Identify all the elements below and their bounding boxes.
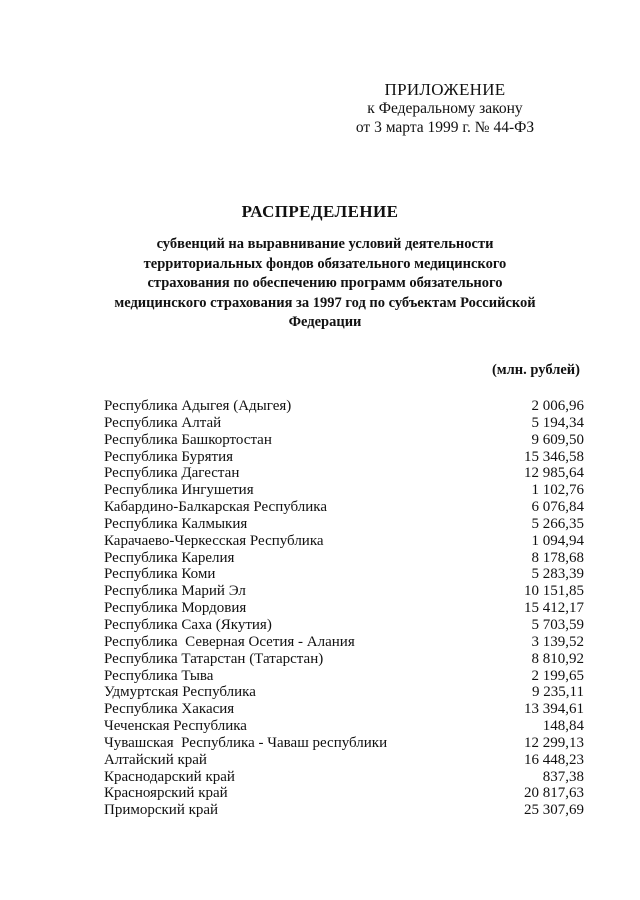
list-item: [104, 701, 584, 718]
amount-value: 1 102,76: [531, 482, 584, 499]
region-name: Республика Мордовия: [104, 600, 247, 617]
list-item: [104, 735, 584, 752]
amount-value: 20 817,63: [524, 785, 584, 802]
allocation-list: [104, 398, 584, 819]
amount-value: 3 139,52: [531, 633, 584, 650]
list-item: [104, 482, 584, 499]
region-name: Республика Татарстан (Татарстан): [104, 650, 324, 667]
region-name: Республика Алтай: [104, 414, 222, 431]
list-item: [104, 566, 584, 583]
region-name: Республика Башкортостан: [104, 431, 272, 448]
amount-value: 15 346,58: [524, 448, 584, 465]
document-subtitle: [90, 235, 560, 333]
list-item: [104, 651, 584, 668]
list-item: [104, 769, 584, 786]
amount-value: 5 703,59: [531, 616, 584, 633]
appendix-law-date: от 3 марта 1999 г. № 44-ФЗ: [355, 119, 535, 136]
list-item: [104, 533, 584, 550]
list-item: [104, 516, 584, 533]
region-name: Республика Ингушетия: [104, 482, 254, 499]
subtitle-line: территориальных фондов обязательного медицинского: [143, 255, 507, 272]
region-name: Республика Тыва: [104, 667, 214, 684]
list-item: [104, 583, 584, 600]
amount-value: 25 307,69: [524, 802, 584, 819]
list-item: [104, 550, 584, 567]
amount-value: 148,84: [542, 718, 584, 735]
amount-value: 8 810,92: [531, 650, 584, 667]
unit-label: (млн. рублей): [491, 362, 580, 378]
list-item: [104, 718, 584, 735]
amount-value: 2 006,96: [531, 398, 584, 414]
amount-value: 13 394,61: [524, 701, 584, 718]
list-item: [104, 499, 584, 516]
region-name: Республика Адыгея (Адыгея): [104, 398, 292, 414]
list-item: [104, 432, 584, 449]
subtitle-line: субвенций на выравнивание условий деятельности: [156, 236, 494, 252]
region-name: Республика Марий Эл: [104, 583, 246, 600]
amount-value: 9 235,11: [532, 684, 584, 701]
amount-value: 16 448,23: [524, 751, 584, 768]
document-heading: РАСПРЕДЕЛЕНИЕ: [241, 202, 399, 221]
amount-value: 12 299,13: [524, 734, 584, 751]
region-name: Красноярский край: [104, 785, 228, 802]
amount-value: 8 178,68: [531, 549, 584, 566]
subtitle-line: страхования по обеспечению программ обязательного: [147, 275, 503, 291]
subtitle-line: Федерации: [288, 314, 362, 330]
region-name: Карачаево-Черкесская Республика: [104, 532, 324, 549]
amount-value: 15 412,17: [524, 600, 584, 617]
appendix-title: ПРИЛОЖЕНИЕ: [384, 80, 506, 99]
list-item: [104, 600, 584, 617]
list-item: [104, 449, 584, 466]
region-name: Республика Коми: [104, 566, 216, 583]
amount-value: 1 094,94: [531, 532, 584, 549]
amount-value: 2 199,65: [531, 667, 584, 684]
amount-value: 10 151,85: [524, 583, 584, 600]
amount-value: 5 194,34: [531, 414, 584, 431]
list-item: [104, 634, 584, 651]
appendix-header: [330, 80, 560, 137]
list-item: [104, 415, 584, 432]
region-name: Приморский край: [104, 802, 219, 819]
subtitle-line: медицинского страхования за 1997 год по субъектам Российской: [114, 294, 536, 311]
region-name: Удмуртская Республика: [104, 684, 256, 701]
list-item: [104, 802, 584, 819]
list-item: [104, 617, 584, 634]
region-name: Краснодарский край: [104, 768, 235, 785]
amount-value: 6 076,84: [531, 499, 584, 516]
list-item: [104, 785, 584, 802]
list-item: [104, 668, 584, 685]
region-name: Республика Карелия: [104, 549, 235, 566]
amount-value: 9 609,50: [531, 431, 584, 448]
region-name: Республика Северная Осетия - Алания: [104, 633, 355, 650]
region-name: Республика Дагестан: [104, 465, 240, 482]
region-name: Чувашская Республика - Чаваш республики: [104, 734, 388, 751]
region-name: Республика Саха (Якутия): [104, 616, 272, 633]
list-item: [104, 752, 584, 769]
region-name: Республика Бурятия: [104, 448, 234, 465]
region-name: Республика Хакасия: [104, 701, 235, 718]
list-item: [104, 684, 584, 701]
region-name: Алтайский край: [104, 751, 207, 768]
region-name: Республика Калмыкия: [104, 515, 248, 532]
appendix-law-reference: к Федеральному закону: [367, 100, 523, 117]
amount-value: 837,38: [542, 768, 584, 785]
amount-value: 5 266,35: [531, 515, 584, 532]
region-name: Кабардино-Балкарская Республика: [104, 499, 328, 516]
region-name: Чеченская Республика: [104, 718, 247, 735]
list-item: [104, 465, 584, 482]
list-item: [104, 398, 584, 415]
amount-value: 12 985,64: [524, 465, 584, 482]
amount-value: 5 283,39: [531, 566, 584, 583]
